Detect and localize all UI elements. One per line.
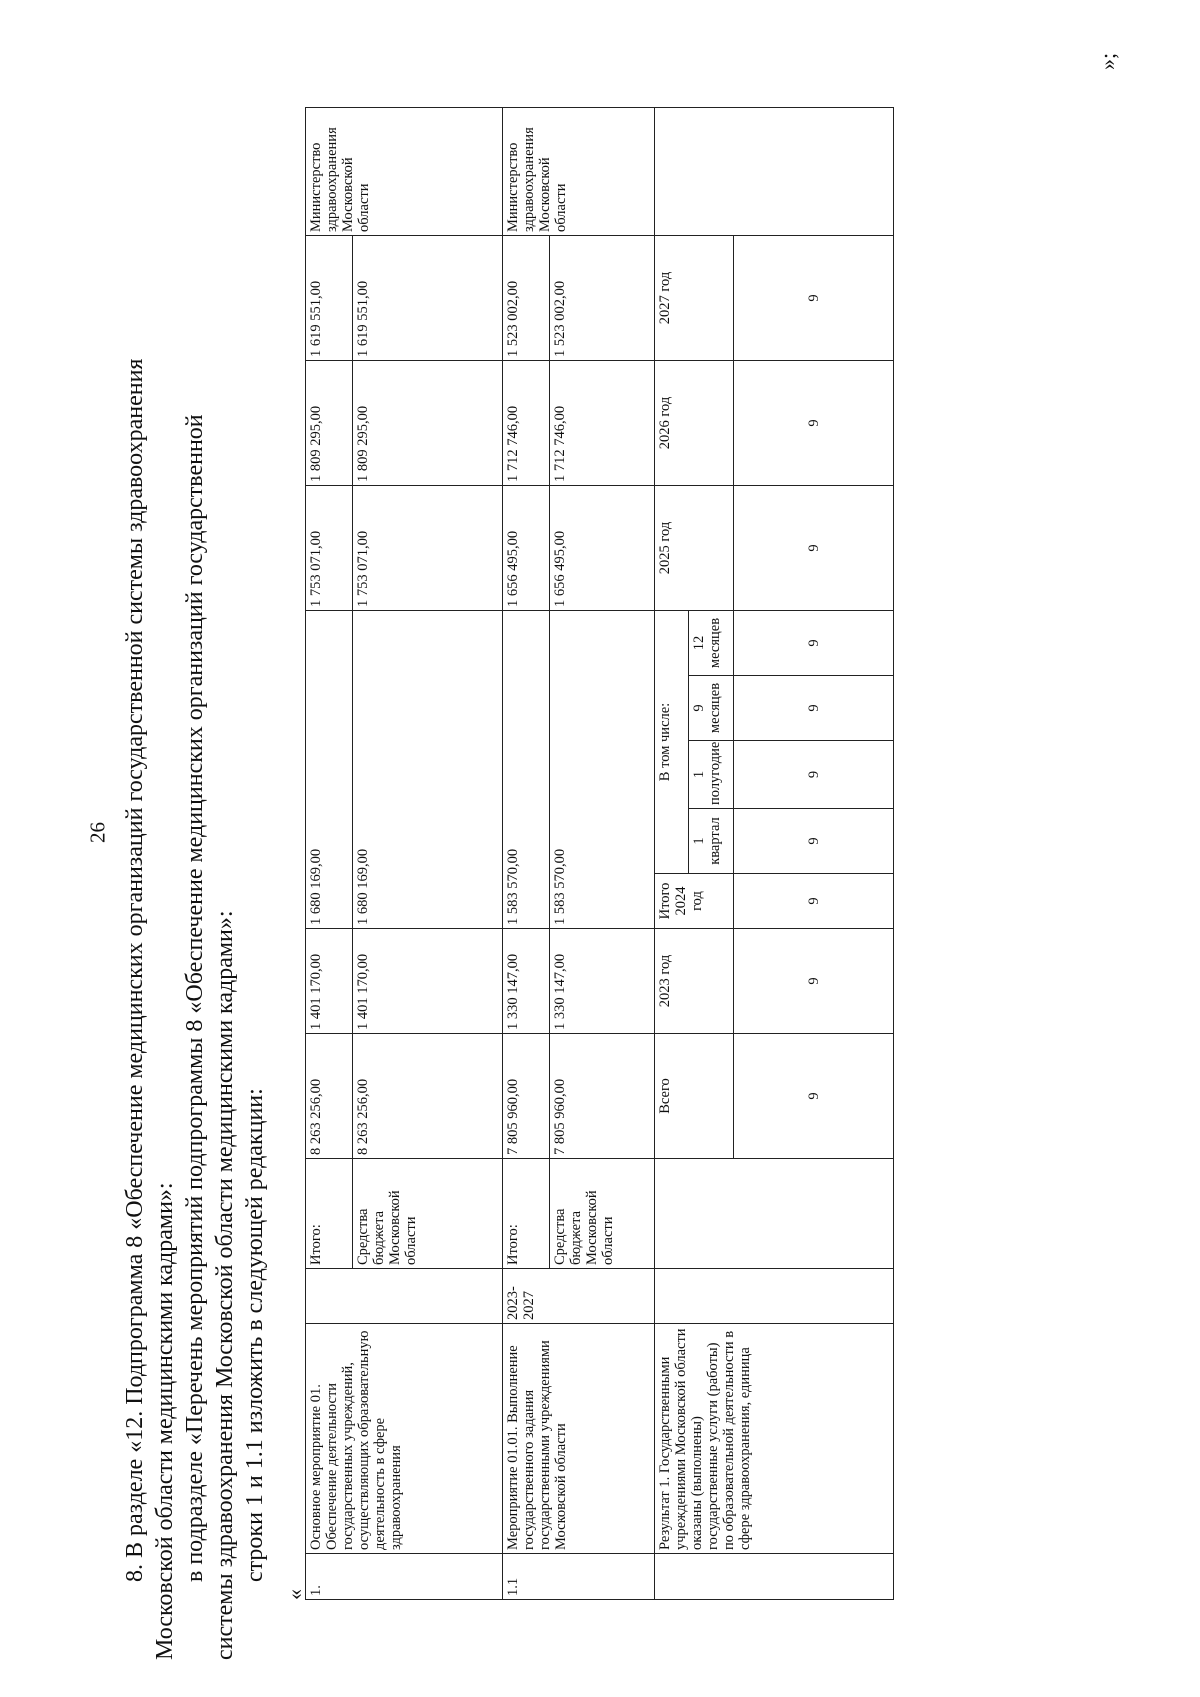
open-quote: « (282, 1589, 307, 1600)
value-cell: 9 (734, 874, 894, 929)
amount-cell: 7 805 960,00 (503, 1034, 550, 1159)
amount-cell: 1 523 002,00 (550, 236, 655, 361)
period (306, 1269, 503, 1324)
amount-cell: 1 712 746,00 (550, 361, 655, 486)
amount-cell: 1 753 071,00 (306, 486, 353, 611)
header-12m: 12 месяцев (689, 611, 734, 676)
amount-cell: 1 809 295,00 (306, 361, 353, 486)
heading-line-5: строки 1 и 1.1 изложить в следующей редакции: (242, 1088, 268, 1582)
amount-cell: 1 401 170,00 (306, 929, 353, 1034)
amount-cell: 1 523 002,00 (503, 236, 550, 361)
value-cell: 9 (734, 236, 894, 361)
table-row (655, 108, 689, 1600)
value-cell: 9 (734, 929, 894, 1034)
activity-name: Основное мероприятие 01. Обеспечение деятельности государственных учреждений, осуществляющих образовательную деятельность в сфере здравоохранения (306, 1324, 503, 1554)
value-cell: 9 (734, 741, 894, 809)
header-2027: 2027 год (655, 236, 734, 361)
header-itogo-2024: Итого 2024 год (655, 874, 734, 929)
value-cell: 9 (734, 486, 894, 611)
header-2025: 2025 год (655, 486, 734, 611)
amount-cell: 7 805 960,00 (550, 1034, 655, 1159)
value-cell: 9 (734, 809, 894, 874)
header-9m: 9 месяцев (689, 676, 734, 741)
amount-cell: 1 583 570,00 (550, 611, 655, 929)
table-row (306, 108, 353, 1600)
amount-cell: 1 619 551,00 (306, 236, 353, 361)
header-2023: 2023 год (655, 929, 734, 1034)
source-label: Средства бюджета Московской области (550, 1159, 655, 1269)
responsible: Министерство здравоохранения Московской области (503, 108, 655, 236)
amount-cell: 1 680 169,00 (353, 611, 503, 929)
header-incl: В том числе: (655, 611, 689, 874)
header-q1: 1 квартал (689, 809, 734, 874)
heading-block (120, 60, 270, 1660)
value-cell: 9 (734, 676, 894, 741)
value-cell: 9 (734, 611, 894, 676)
amount-cell: 1 619 551,00 (353, 236, 503, 361)
heading-line-1: 8. В разделе «12. Подпрограмма 8 «Обеспечение медицинских организаций государственной системы здравоохранения (122, 358, 148, 1582)
row-number: 1. (306, 1554, 503, 1600)
heading-line-2: Московской области медицинскими кадрами»: (152, 1182, 178, 1660)
amount-cell: 1 401 170,00 (353, 929, 503, 1034)
period: 2023-2027 (503, 1269, 655, 1324)
period (655, 1269, 894, 1324)
value-cell: 9 (734, 361, 894, 486)
row-number (655, 1554, 894, 1600)
source-label (655, 1159, 894, 1269)
header-2026: 2026 год (655, 361, 734, 486)
row-number: 1.1 (503, 1554, 655, 1600)
amount-cell: 1 656 495,00 (503, 486, 550, 611)
amount-cell: 1 809 295,00 (353, 361, 503, 486)
amount-cell: 1 680 169,00 (306, 611, 353, 929)
total-label: Итого: (306, 1159, 353, 1269)
amount-cell: 1 712 746,00 (503, 361, 550, 486)
heading-line-4: системы здравоохранения Московской области медицинскими кадрами»: (212, 910, 238, 1660)
total-label: Итого: (503, 1159, 550, 1269)
value-cell: 9 (734, 1034, 894, 1159)
source-label: Средства бюджета Московской области (353, 1159, 503, 1269)
heading-line-3: в подразделе «Перечень мероприятий подпрограммы 8 «Обеспечение медицинских организаций государственной (182, 414, 208, 1582)
amount-cell: 8 263 256,00 (306, 1034, 353, 1159)
close-quote: »; (1095, 52, 1120, 70)
amount-cell: 1 330 147,00 (503, 929, 550, 1034)
header-h1: 1 полугодие (689, 741, 734, 809)
amount-cell: 1 656 495,00 (550, 486, 655, 611)
header-all: Всего (655, 1034, 734, 1159)
page-number: 26 (85, 822, 110, 843)
result-name: Результат 1. Государственными учреждениями Московской области оказаны (выполнены) государственные услуги (работы) по образовательной деятельности в сфере здравоохранения, единица (655, 1324, 894, 1554)
activity-name: Мероприятие 01.01. Выполнение государственного задания государственными учреждениями Московской области (503, 1324, 655, 1554)
rotated-content (120, 52, 1200, 1660)
amount-cell: 8 263 256,00 (353, 1034, 503, 1159)
table-row (503, 108, 550, 1600)
activities-table (305, 107, 894, 1600)
amount-cell: 1 753 071,00 (353, 486, 503, 611)
amount-cell: 1 583 570,00 (503, 611, 550, 929)
amount-cell: 1 330 147,00 (550, 929, 655, 1034)
responsible (655, 108, 894, 236)
responsible: Министерство здравоохранения Московской области (306, 108, 503, 236)
